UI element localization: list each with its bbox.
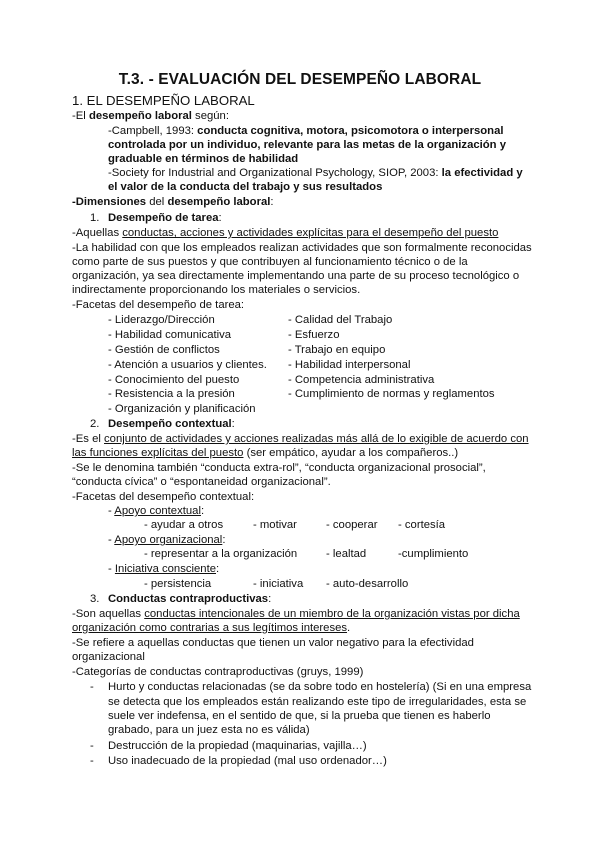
categories-label: -Categorías de conductas contraproductivas (gruys, 1999) — [72, 666, 364, 678]
contextual-definition-line-1 — [72, 432, 529, 446]
category-item-line: grabado, para un juez esta no es válida) — [108, 724, 310, 736]
facet-item: - Liderazgo/Dirección — [108, 314, 215, 326]
counterproductive-definition-line-1 — [72, 607, 520, 621]
list-number: 2. — [90, 418, 100, 430]
text: -Aquellas — [72, 227, 123, 239]
bullet-dash: - — [90, 681, 94, 693]
text: : — [218, 212, 222, 224]
facet-item: - persistencia — [144, 578, 212, 590]
bold-text: -Dimensiones — [72, 196, 147, 208]
paragraph-line: organizacional — [72, 651, 145, 663]
facet-group-label — [108, 533, 225, 547]
bold-text: el valor de la conducta del trabajo y sus resultados — [108, 181, 383, 193]
category-item-line: Hurto y conductas relacionadas (se da sobre todo en hostelería) (Si en una empresa — [108, 681, 532, 693]
facet-item: - Esfuerzo — [288, 329, 340, 341]
text: -Campbell, 1993: — [108, 125, 198, 137]
facet-item: - Habilidad comunicativa — [108, 329, 232, 341]
underlined-text: Apoyo contextual — [114, 505, 201, 517]
facet-item: - Gestión de conflictos — [108, 344, 220, 356]
text: del — [146, 196, 168, 208]
text: - — [108, 534, 115, 546]
facet-item: - ayudar a otros — [144, 519, 224, 531]
text: - — [108, 505, 115, 517]
siop-definition-line-1 — [108, 166, 523, 180]
section-heading: 1. EL DESEMPEÑO LABORAL — [72, 93, 255, 108]
bold-text: controlada por un individuo, relevante para las metas de la organización y — [108, 139, 507, 151]
category-item-line: suele ver indefensa, en el sentido de que, si la prueba que tienen es haberlo — [108, 710, 491, 722]
task-definition — [72, 226, 498, 240]
text: : — [216, 563, 220, 575]
dimensions-label — [72, 195, 274, 209]
underlined-text: conjunto de actividades y acciones realizadas más allá de lo exigible de acuerdo con — [104, 433, 529, 445]
category-item: Destrucción de la propiedad (maquinarias, vajilla…) — [108, 740, 367, 752]
text: . — [347, 622, 351, 634]
bold-text: conducta cognitiva, motora, psicomotora o interpersonal — [197, 125, 504, 137]
text: -Society for Industrial and Organizational Psychology, SIOP, 2003: — [108, 167, 442, 179]
facet-item: - Habilidad interpersonal — [288, 359, 411, 371]
text: -El — [72, 110, 89, 122]
underlined-text: las funciones explícitas del puesto — [72, 447, 244, 459]
campbell-definition-line-1 — [108, 124, 504, 138]
facet-item: - Atención a usuarios y clientes. — [108, 359, 267, 371]
text: : — [200, 505, 205, 517]
bold-text: graduable en términos de habilidad — [108, 153, 299, 165]
facet-item: - cooperar — [326, 519, 378, 531]
text: -Es el — [72, 433, 105, 445]
underlined-text: Apoyo organizacional — [114, 534, 223, 546]
facet-item: - auto-desarrollo — [326, 578, 409, 590]
bold-text: la efectividad y — [441, 167, 523, 179]
list-number: 3. — [90, 593, 100, 605]
underlined-text: organización como contrarias a sus legítimos intereses — [72, 622, 348, 634]
facet-item: - cortesía — [398, 519, 446, 531]
campbell-definition-line-3 — [108, 152, 298, 166]
facet-item: - representar a la organización — [144, 548, 298, 560]
bullet-dash: - — [90, 755, 94, 767]
facet-group-label — [108, 504, 204, 518]
facet-group-label — [108, 562, 219, 576]
bullet-dash: - — [90, 740, 94, 752]
underlined-text: conductas, acciones y actividades explícitas para el desempeño del puesto — [122, 227, 499, 239]
paragraph-line: organización, ya sea directamente implementando una parte de su proceso tecnológico o — [72, 270, 520, 282]
counterproductive-definition-line-2 — [72, 621, 350, 635]
paragraph-line: -Se refiere a aquellas conductas que tienen un valor negativo para la efectividad — [72, 637, 474, 649]
campbell-definition-line-2 — [108, 138, 506, 152]
text: : — [222, 534, 226, 546]
task-performance-heading — [108, 211, 222, 225]
facet-item: -cumplimiento — [398, 548, 469, 560]
underlined-text: Iniciativa consciente — [114, 563, 217, 575]
bold-term: desempeño laboral — [88, 110, 192, 122]
paragraph-line: -La habilidad con que los empleados realizan actividades que son formalmente reconocidas — [72, 242, 532, 254]
paragraph-line: -Se le denomina también “conducta extra-rol”, “conducta organizacional prosocial”, — [72, 462, 486, 474]
facet-item: - Competencia administrativa — [288, 374, 435, 386]
facet-item: - Cumplimiento de normas y reglamentos — [288, 388, 495, 400]
facet-item: - Calidad del Trabajo — [288, 314, 393, 326]
text: - — [108, 563, 115, 575]
text: (ser empático, ayudar a los compañeros..) — [243, 447, 459, 459]
facet-item: - Resistencia a la presión — [108, 388, 235, 400]
facets-label: -Facetas del desempeño contextual: — [72, 491, 255, 503]
definition-intro — [72, 109, 229, 123]
text: según: — [191, 110, 229, 122]
facet-item: - iniciativa — [253, 578, 304, 590]
facet-item: - lealtad — [326, 548, 367, 560]
text: : — [270, 196, 274, 208]
bold-text: Desempeño de tarea — [108, 212, 219, 224]
contextual-definition-line-2 — [72, 446, 458, 460]
bold-text: desempeño laboral — [167, 196, 271, 208]
category-item: Uso inadecuado de la propiedad (mal uso ordenador…) — [108, 755, 387, 767]
bold-text: Conductas contraproductivas — [108, 593, 269, 605]
category-item-line: se detecta que los empleados están realizando este tipo de irregularidades, esta se — [108, 696, 527, 708]
paragraph-line: indirectamente proporcionando los materiales o servicios. — [72, 284, 361, 296]
list-number: 1. — [90, 212, 100, 224]
facet-item: - Conocimiento del puesto — [108, 374, 240, 386]
counterproductive-heading — [108, 592, 271, 606]
facets-label: -Facetas del desempeño de tarea: — [72, 299, 245, 311]
text: -Son aquellas — [72, 608, 145, 620]
text: : — [268, 593, 272, 605]
paragraph-line: “conducta cívica” o “espontaneidad organizacional”. — [72, 476, 331, 488]
contextual-performance-heading — [108, 417, 235, 431]
facet-item: - Trabajo en equipo — [288, 344, 386, 356]
text: : — [231, 418, 235, 430]
paragraph-line: como parte de sus puestos y que contribuyen al funcionamiento técnico o de la — [72, 256, 468, 268]
facet-item: - Organización y planificación — [108, 403, 256, 415]
underlined-text: conductas intencionales de un miembro de la organización vistas por dicha — [144, 608, 520, 620]
facet-item: - motivar — [253, 519, 297, 531]
siop-definition-line-2 — [108, 180, 382, 194]
bold-text: Desempeño contextual — [108, 418, 232, 430]
document-title: T.3. - EVALUACIÓN DEL DESEMPEÑO LABORAL — [118, 71, 482, 88]
